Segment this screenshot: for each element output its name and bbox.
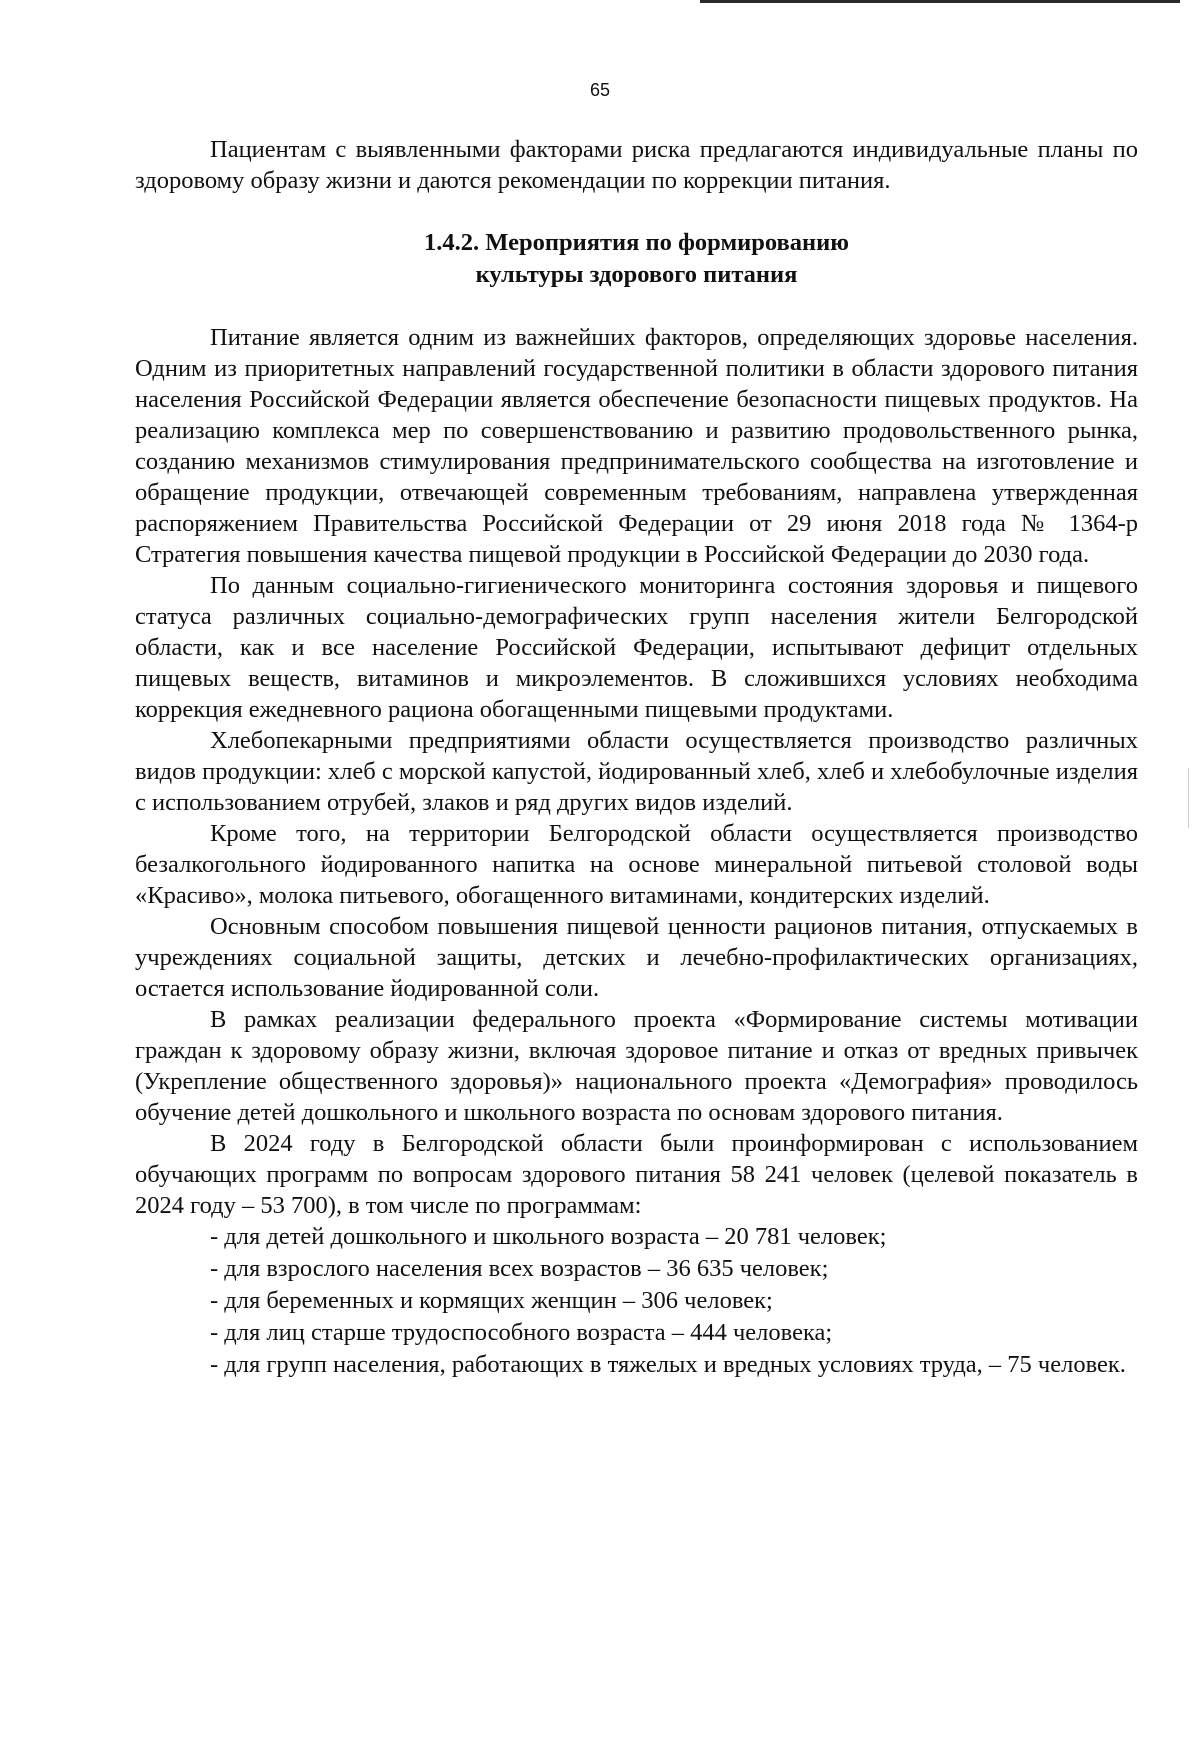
page-number: 65 (589, 80, 611, 100)
section-heading-line-2: культуры здорового питания (475, 261, 798, 288)
section-heading (135, 227, 1138, 291)
list-item: - для лиц старше трудоспособного возраста – 444 человека; (210, 1319, 833, 1346)
paragraph-bakeries: Хлебопекарными предприятиями области осуществляется производство различных видов продукции: хлеб с морской капустой, йодированный хлеб, хлеб и хлебобулочные изделия с использованием отрубей, злаков и ряд других видов изделий. (135, 727, 1138, 816)
intro-paragraph: Пациентам с выявленными факторами риска предлагаются индивидуальные планы по здоровому образу жизни и даются рекомендации по коррекции питания. (135, 136, 1138, 194)
list-item: - для взрослого населения всех возрастов – 36 635 человек; (210, 1255, 829, 1282)
list-item: - для беременных и кормящих женщин – 306 человек; (210, 1287, 773, 1314)
paragraph-iodized-drinks: Кроме того, на территории Белгородской области осуществляется производство безалкогольного йодированного напитка на основе минеральной питьевой столовой воды «Красиво», молока питьевого, обогащенного витаминами, кондитерских изделий. (135, 820, 1138, 909)
scan-edge-mark (1188, 768, 1189, 828)
section-heading-line-1: 1.4.2. Мероприятия по формированию (424, 229, 849, 256)
program-list (135, 1221, 1138, 1381)
paragraph-iodized-salt: Основным способом повышения пищевой ценности рационов питания, отпускаемых в учреждениях социальной защиты, детских и лечебно-профилактических организациях, остается использование йодированной соли. (135, 913, 1138, 1002)
paragraph-federal-project: В рамках реализации федерального проекта «Формирование системы мотивации граждан к здоровому образу жизни, включая здоровое питание и отказ от вредных привычек (Укрепление общественного здоровья)» национального проекта «Демография» проводилось обучение детей дошкольного и школьного возраста по основам здорового питания. (135, 1006, 1138, 1126)
paragraph-nutrition-policy: Питание является одним из важнейших факторов, определяющих здоровье населения. Одним из приоритетных направлений государственной политики в области здорового питания населения Российской Федерации является обеспечение безопасности пищевых продуктов. На реализацию комплекса мер по совершенствованию и развитию продовольственного рынка, созданию механизмов стимулирования предпринимательского сообщества на изготовление и обращение продукции, отвечающей современным требованиям, направлена утвержденная распоряжением Правительства Российской Федерации от 29 июня 2018 года № 1364-р Стратегия повышения качества пищевой продукции в Российской Федерации до 2030 года. (135, 324, 1138, 568)
paragraph-training-2024: В 2024 году в Белгородской области были проинформирован с использованием обучающих программ по вопросам здорового питания 58 241 человек (целевой показатель в 2024 году – 53 700), в том числе по программам: (135, 1130, 1138, 1219)
scan-top-rule (700, 0, 1180, 3)
list-item: - для групп населения, работающих в тяжелых и вредных условиях труда, – 75 человек. (210, 1351, 1126, 1378)
document-body (135, 134, 1138, 1381)
list-item: - для детей дошкольного и школьного возраста – 20 781 человек; (210, 1223, 887, 1250)
paragraph-monitoring: По данным социально-гигиенического мониторинга состояния здоровья и пищевого статуса различных социально-демографических групп населения жители Белгородской области, как и все население Российской Федерации, испытывают дефицит отдельных пищевых веществ, витаминов и микроэлементов. В сложившихся условиях необходима коррекция ежедневного рациона обогащенными пищевыми продуктами. (135, 572, 1138, 723)
